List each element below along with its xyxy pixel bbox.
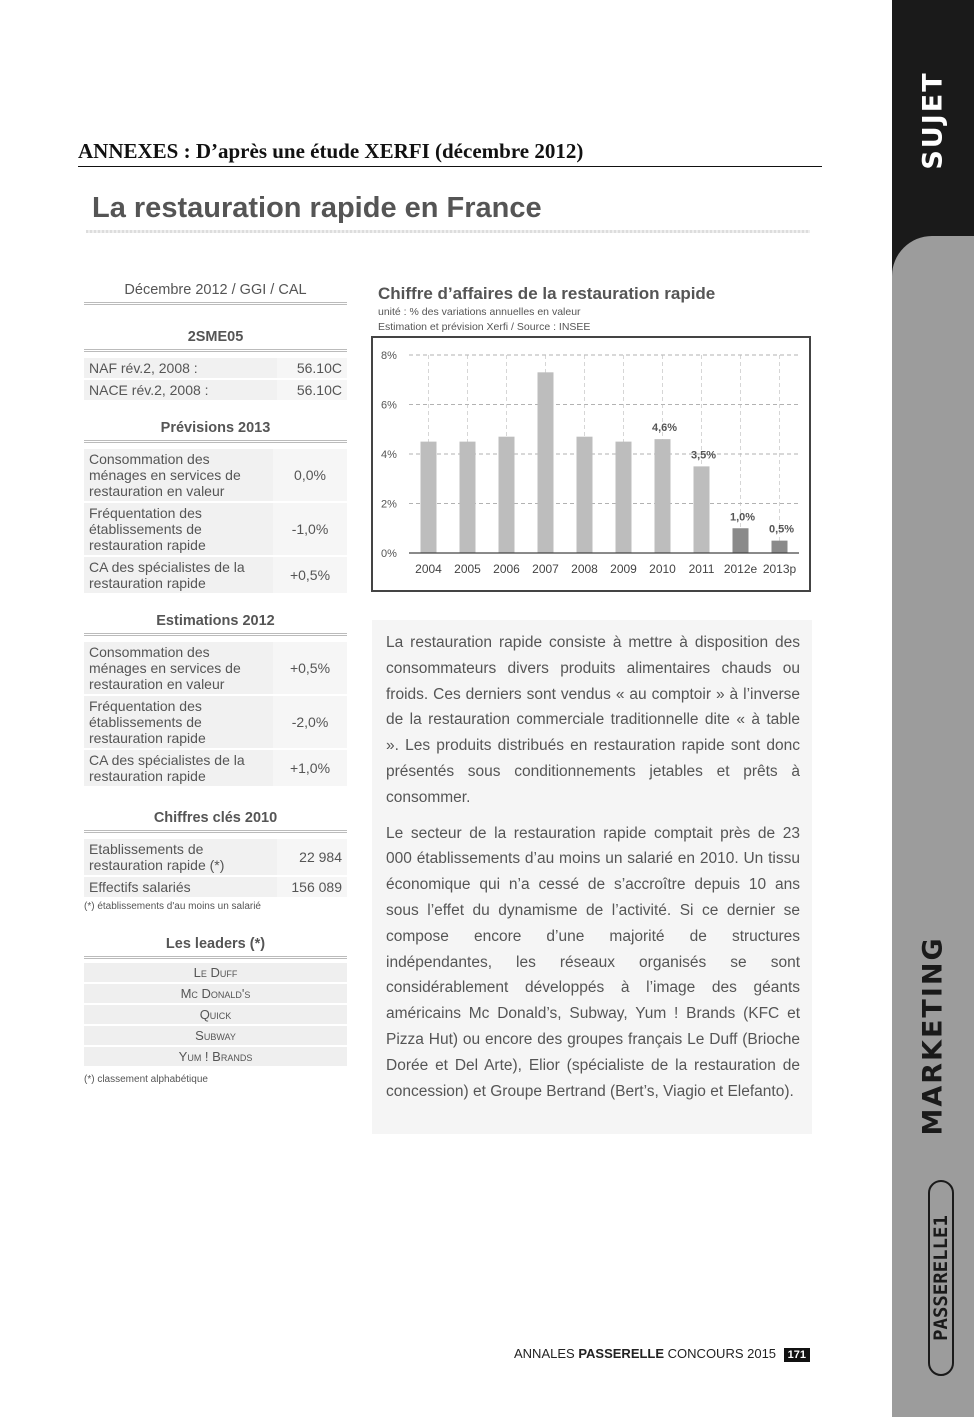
nace-value: 56.10C xyxy=(277,380,347,400)
naf-label: NAF rév.2, 2008 : xyxy=(84,358,277,378)
code-header: 2SME05 xyxy=(84,329,347,352)
list-item: Mc Donald's xyxy=(84,984,347,1003)
side-label-marketing: MARKETING xyxy=(917,936,949,1136)
leaders-list xyxy=(84,963,347,1066)
table-row xyxy=(84,750,347,786)
footer-suffix: CONCOURS 2015 xyxy=(667,1346,777,1361)
footer-brand: PASSERELLE xyxy=(578,1346,665,1361)
table-row xyxy=(84,503,347,555)
y-tick-label: 8% xyxy=(381,350,397,362)
paragraph: La restauration rapide consiste à mettre à disposition des consommateurs divers produits alimentaires chauds ou froids. Ces derniers sont vendus « au comptoir » à l’inverse de la restauration commerciale traditionnelle dite « à table ». Les produits distribués en restauration rapide sont donc présentés sous conditionnements jetables et prêts à consommer. xyxy=(386,634,800,806)
bar xyxy=(694,466,710,553)
x-tick-label: 2008 xyxy=(571,562,598,576)
table-row xyxy=(84,696,347,748)
description-text xyxy=(372,620,812,1134)
estimations-label: Consommation des ménages en services de restauration en valeur xyxy=(84,642,273,694)
left-column xyxy=(84,282,347,1085)
table-row xyxy=(84,839,347,875)
estimations-label: Fréquentation des établissements de restauration rapide xyxy=(84,696,273,748)
chart-title: Chiffre d’affaires de la restauration rapide xyxy=(378,284,716,303)
estimations-header: Estimations 2012 xyxy=(84,613,347,636)
bar xyxy=(499,437,515,553)
list-item: Subway xyxy=(84,1026,347,1045)
estimations-value: +0,5% xyxy=(273,642,347,694)
bar xyxy=(655,439,671,553)
x-tick-label: 2010 xyxy=(649,562,676,576)
previsions-label: CA des spécialistes de la restauration rapide xyxy=(84,557,273,593)
bar-chart xyxy=(373,338,809,590)
bar xyxy=(421,442,437,553)
data-label: 4,6% xyxy=(651,422,678,435)
naf-table xyxy=(84,356,347,402)
chiffres-table xyxy=(84,837,347,899)
bar xyxy=(616,442,632,553)
x-tick-label: 2011 xyxy=(688,562,715,576)
bar xyxy=(733,528,749,553)
y-tick-label: 6% xyxy=(381,399,397,412)
side-band-curve xyxy=(892,236,974,276)
leaders-header: Les leaders (*) xyxy=(84,936,347,959)
bar xyxy=(460,442,476,553)
chiffres-note: (*) établissements d'au moins un salarié xyxy=(84,901,261,912)
table-row xyxy=(84,449,347,501)
x-tick-label: 2007 xyxy=(532,562,559,576)
y-tick-label: 2% xyxy=(381,498,397,511)
title-rule xyxy=(86,230,810,233)
estimations-label: CA des spécialistes de la restauration rapide xyxy=(84,750,273,786)
chiffres-label: Etablissements de restauration rapide (*) xyxy=(84,839,277,875)
previsions-value: 0,0% xyxy=(273,449,347,501)
data-label: 1,0% xyxy=(729,511,756,524)
paragraph: Le secteur de la restauration rapide comptait près de 23 000 établissements d’au moins un salarié en 2010. Un tissu économique qui n’a cessé de s’accroître depuis 10 ans sous l’effet du dynamisme de l’activité. Si ce dernier se compose encore d’une majorité de structures indépendantes, les réseaux organisés se sont considérablement développés à l’image des géants américains Mc Donald’s, Subway, Yum ! Brands (KFC et Pizza Hut) ou encore des groupes français Le Duff (Brioche Dorée et Del Arte), Elior (spécialiste de la restauration de concession) et Groupe Bertrand (Bert’s, Viagio et Elefanto). xyxy=(386,824,800,1100)
previsions-label: Fréquentation des établissements de restauration rapide xyxy=(84,503,273,555)
chiffres-label: Effectifs salariés xyxy=(84,877,277,897)
bar xyxy=(577,437,593,553)
x-tick-label: 2009 xyxy=(610,562,637,576)
y-tick-label: 0% xyxy=(381,548,397,560)
y-tick-label: 4% xyxy=(381,449,397,461)
previsions-value: +0,5% xyxy=(273,557,347,593)
chiffres-value: 156 089 xyxy=(277,877,347,897)
x-tick-label: 2013p xyxy=(762,562,797,576)
x-tick-label: 2005 xyxy=(454,562,481,576)
chart-source: Estimation et prévision Xerfi / Source : INSEE xyxy=(378,321,591,333)
naf-value: 56.10C xyxy=(277,358,347,378)
bar xyxy=(772,541,788,553)
chart-subtitle: unité : % des variations annuelles en valeur xyxy=(378,306,581,318)
estimations-table xyxy=(84,640,347,788)
previsions-table xyxy=(84,447,347,595)
table-row xyxy=(84,877,347,897)
list-item: Yum ! Brands xyxy=(84,1047,347,1066)
x-tick-label: 2006 xyxy=(493,562,520,576)
table-row xyxy=(84,642,347,694)
leaders-note: (*) classement alphabétique xyxy=(84,1074,208,1085)
data-label: 0,5% xyxy=(768,523,795,536)
bar xyxy=(538,372,554,553)
previsions-label: Consommation des ménages en services de restauration en valeur xyxy=(84,449,273,501)
nace-label: NACE rév.2, 2008 : xyxy=(84,380,277,400)
previsions-header: Prévisions 2013 xyxy=(84,420,347,443)
data-label: 3,5% xyxy=(690,449,717,462)
table-row xyxy=(84,380,347,400)
main-title: La restauration rapide en France xyxy=(92,192,542,224)
page-footer xyxy=(514,1346,810,1362)
estimations-value: -2,0% xyxy=(273,696,347,748)
estimations-value: +1,0% xyxy=(273,750,347,786)
side-label-sujet: SUJET xyxy=(917,71,949,170)
report-header: Décembre 2012 / GGI / CAL xyxy=(84,282,347,305)
page-number: 171 xyxy=(784,1348,810,1362)
list-item: Quick xyxy=(84,1005,347,1024)
previsions-value: -1,0% xyxy=(273,503,347,555)
annex-title: ANNEXES : D’après une étude XERFI (décembre 2012) xyxy=(78,139,822,167)
x-tick-label: 2012e xyxy=(723,562,758,576)
passerelle-logo: PASSERELLE1 xyxy=(928,1180,954,1376)
list-item: Le Duff xyxy=(84,963,347,982)
footer-prefix: ANNALES xyxy=(514,1346,575,1361)
chiffres-header: Chiffres clés 2010 xyxy=(84,810,347,833)
table-row xyxy=(84,557,347,593)
chart-frame xyxy=(371,336,811,592)
x-tick-label: 2004 xyxy=(415,562,442,576)
table-row xyxy=(84,358,347,378)
chiffres-value: 22 984 xyxy=(277,839,347,875)
